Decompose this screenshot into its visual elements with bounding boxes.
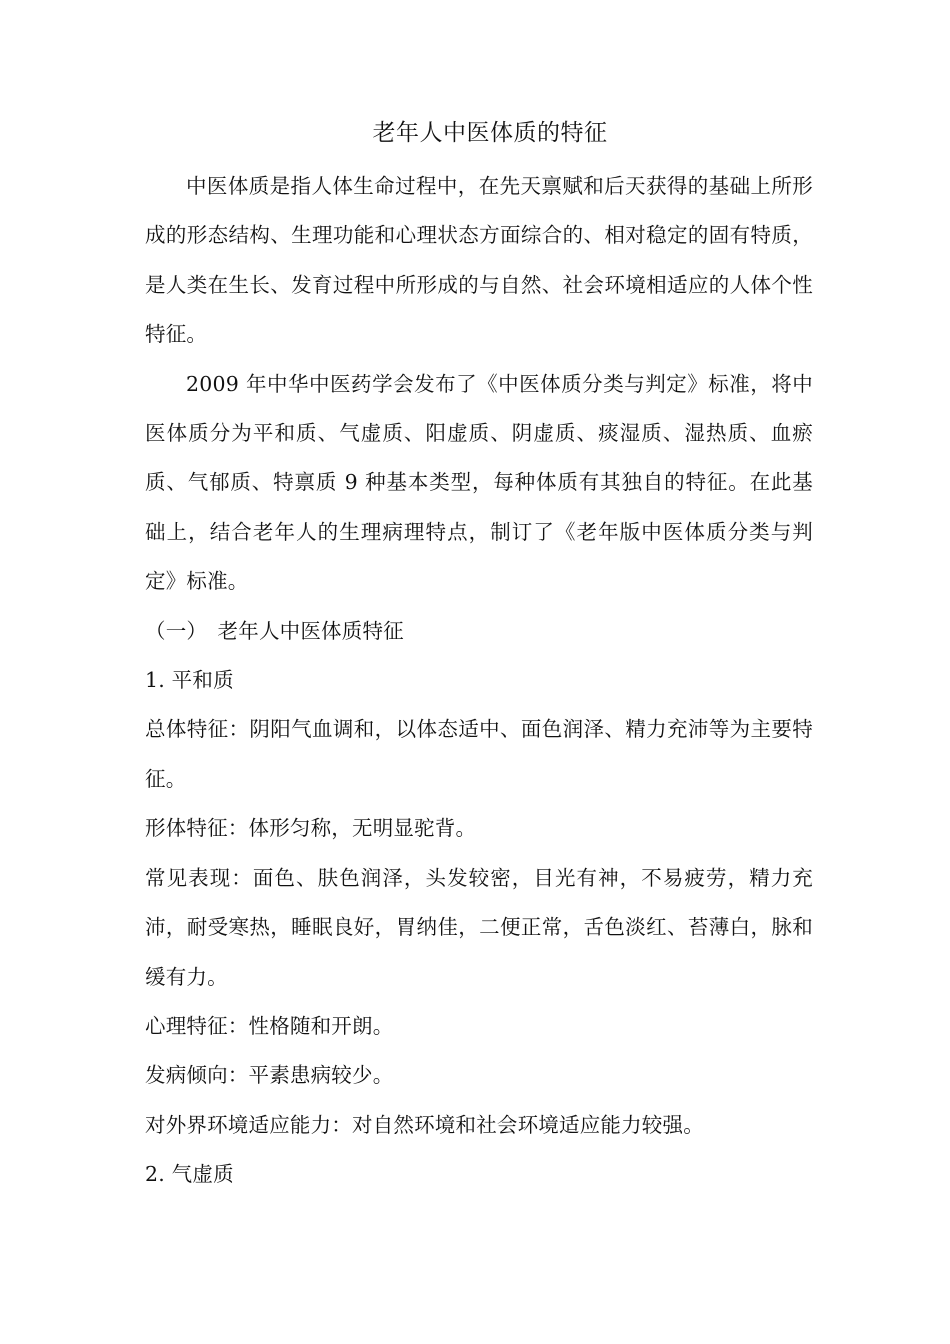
item-1-body-features: 形体特征：体形匀称，无明显驼背。: [145, 816, 477, 841]
document-title: 老年人中医体质的特征: [372, 120, 608, 146]
intro-paragraph-1: 中医体质是指人体生命过程中，在先天禀赋和后天获得的基础上所形成的形态结构、生理功能和心理状态方面综合的、相对稳定的固有特质，是人类在生长、发育过程中所形成的与自然、社会环境相适应的人体个性特征。: [145, 174, 813, 347]
intro-paragraph-2: 2009 年中华中医药学会发布了《中医体质分类与判定》标准，将中医体质分为平和质、气虚质、阳虚质、阴虚质、痰湿质、湿热质、血瘀质、气郁质、特禀质 9 种基本类型，每种体质有其独自的特征。在此基础上，结合老年人的生理病理特点，制订了《老年版中医体质分类与判定》标准。: [145, 371, 813, 594]
item-2-heading: 2. 气虚质: [145, 1162, 234, 1187]
document-body: [145, 162, 813, 1200]
item-1-overall-features: 总体特征：阴阳气血调和，以体态适中、面色润泽、精力充沛等为主要特征。: [145, 717, 813, 791]
item-1-heading: 1. 平和质: [145, 668, 234, 693]
item-1-common-symptoms: 常见表现：面色、肤色润泽，头发较密，目光有神，不易疲劳，精力充沛，耐受寒热，睡眠良好，胃纳佳，二便正常，舌色淡红、苔薄白，脉和缓有力。: [145, 865, 813, 989]
section-heading: （一） 老年人中医体质特征: [145, 618, 404, 643]
item-1-disease-tendency: 发病倾向：平素患病较少。: [145, 1063, 394, 1088]
item-1-adaptability: 对外界环境适应能力：对自然环境和社会环境适应能力较强。: [145, 1112, 704, 1137]
item-1-psych-features: 心理特征：性格随和开朗。: [145, 1013, 394, 1038]
